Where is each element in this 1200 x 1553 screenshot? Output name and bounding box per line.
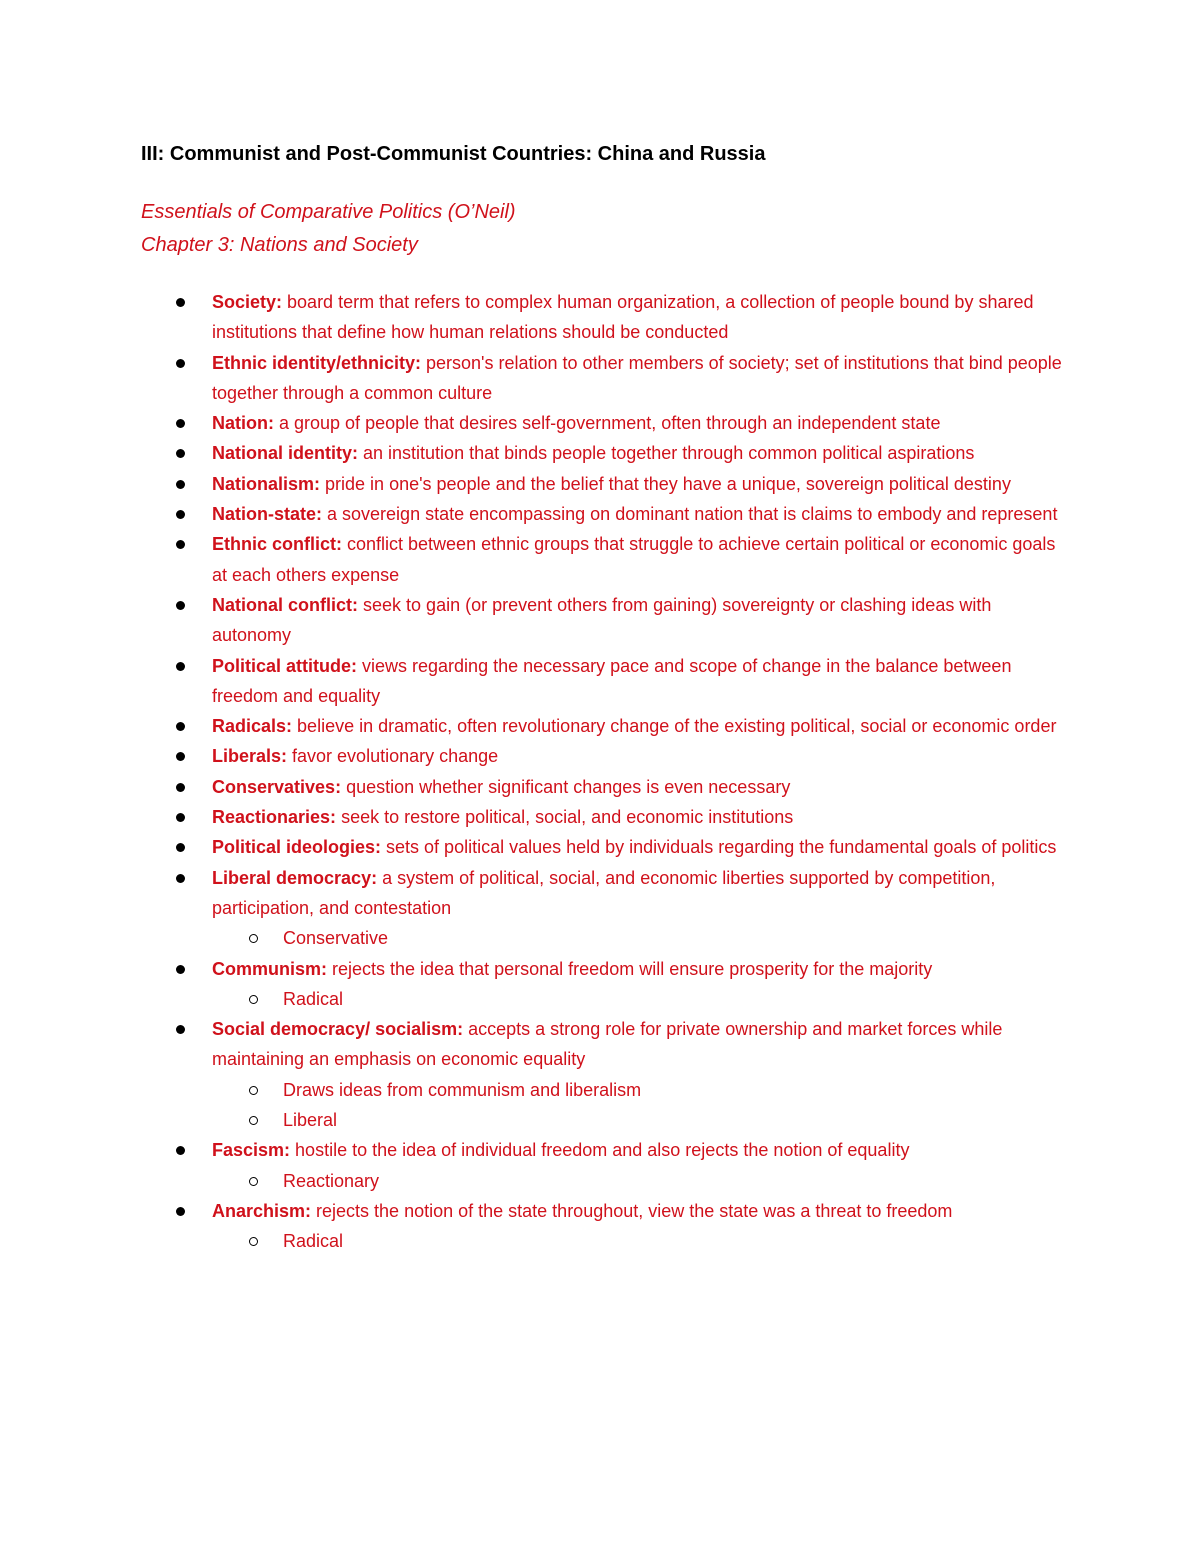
- term-name: Ethnic conflict:: [212, 534, 342, 555]
- bullet-icon: [176, 783, 185, 792]
- term-definition: accepts a strong role for private ownership and market forces while maintaining an emphasis on economic equality: [212, 1019, 1003, 1070]
- term-name: Communism:: [212, 958, 328, 979]
- book-title: Essentials of Comparative Politics (O’Neil): [141, 201, 516, 223]
- bullet-icon: [176, 843, 185, 852]
- subterm-item: [212, 1105, 1072, 1135]
- bullet-icon: [176, 480, 185, 489]
- subterm-item: [212, 1226, 1072, 1256]
- term-item: [0, 711, 1072, 741]
- term-item: [0, 802, 1072, 832]
- chapter-title: Chapter 3: Nations and Society: [141, 234, 418, 256]
- term-definition: person's relation to other members of society; set of institutions that bind people together through a common culture: [212, 352, 1062, 403]
- bullet-icon: [176, 601, 185, 610]
- term-item: [0, 590, 1072, 651]
- term-definition: conflict between ethnic groups that struggle to achieve certain political or economic goals at each others expense: [212, 534, 1056, 585]
- subterm-list: [212, 1226, 1072, 1256]
- term-name: Anarchism:: [212, 1200, 312, 1221]
- bullet-icon: [176, 752, 185, 761]
- term-name: Nationalism:: [212, 473, 321, 494]
- bullet-icon: [176, 359, 185, 368]
- term-name: Fascism:: [212, 1140, 291, 1161]
- term-name: Nation:: [212, 413, 274, 434]
- term-name: National conflict:: [212, 594, 359, 615]
- term-item: [0, 772, 1072, 802]
- term-name: Reactionaries:: [212, 807, 337, 828]
- term-definition: seek to gain (or prevent others from gaining) sovereignty or clashing ideas with autonomy: [212, 594, 992, 646]
- bullet-icon: [176, 540, 185, 549]
- bullet-icon: [176, 874, 185, 883]
- term-name: Society:: [212, 292, 283, 312]
- bullet-icon: [176, 662, 185, 671]
- term-definition: pride in one's people and the belief that they have a unique, sovereign political destiny: [320, 473, 1011, 494]
- term-item: [0, 1135, 1072, 1196]
- subterm-text: Draws ideas from communism and liberalism: [283, 1079, 642, 1100]
- term-item: [0, 469, 1072, 499]
- term-definition: views regarding the necessary pace and scope of change in the balance between freedom and equality: [212, 655, 1012, 706]
- subterm-list: [212, 1075, 1072, 1136]
- subterm-list: [212, 923, 1072, 953]
- subterm-item: [212, 984, 1072, 1014]
- term-definition: board term that refers to complex human organization, a collection of people bound by shared institutions that define how human relations should be conducted: [212, 292, 1034, 343]
- term-item: [0, 741, 1072, 771]
- bullet-icon: [176, 449, 185, 458]
- term-item: [0, 408, 1072, 438]
- hollow-bullet-icon: [249, 1237, 258, 1246]
- term-name: Ethnic identity/ethnicity:: [212, 352, 422, 373]
- term-name: Conservatives:: [212, 776, 342, 797]
- subterm-item: [212, 1075, 1072, 1105]
- term-item: [0, 348, 1072, 409]
- hollow-bullet-icon: [249, 934, 258, 943]
- bullet-icon: [176, 1025, 185, 1034]
- term-definition: an institution that binds people together through common political aspirations: [358, 443, 975, 464]
- term-item: [0, 529, 1072, 590]
- term-item: [0, 287, 1072, 348]
- term-definition: hostile to the idea of individual freedom and also rejects the notion of equality: [290, 1140, 910, 1161]
- term-item: [0, 832, 1072, 862]
- subterm-text: Reactionary: [283, 1170, 380, 1191]
- term-name: Liberals:: [212, 746, 288, 767]
- term-item: [0, 954, 1072, 1015]
- bullet-icon: [176, 510, 185, 519]
- term-name: Political attitude:: [212, 655, 358, 676]
- term-definition: a sovereign state encompassing on dominant nation that is claims to embody and represent: [322, 504, 1058, 525]
- document-title: III: Communist and Post-Communist Countries: China and Russia: [141, 143, 766, 165]
- term-definition: believe in dramatic, often revolutionary change of the existing political, social or economic order: [292, 716, 1057, 737]
- subterm-item: [212, 923, 1072, 953]
- subterm-text: Radical: [283, 1231, 344, 1252]
- hollow-bullet-icon: [249, 1177, 258, 1186]
- terms-list: [0, 287, 1200, 1257]
- subterm-text: Radical: [283, 988, 344, 1009]
- subterm-item: [212, 1166, 1072, 1196]
- term-name: Political ideologies:: [212, 837, 382, 858]
- term-name: Nation-state:: [212, 504, 323, 525]
- term-item: [0, 1014, 1072, 1135]
- term-name: Social democracy/ socialism:: [212, 1019, 464, 1040]
- term-definition: rejects the idea that personal freedom will ensure prosperity for the majority: [327, 958, 933, 979]
- bullet-icon: [176, 419, 185, 428]
- bullet-icon: [176, 1207, 185, 1216]
- term-item: [0, 1196, 1072, 1257]
- term-definition: sets of political values held by individuals regarding the fundamental goals of politics: [381, 837, 1057, 858]
- subterm-list: [212, 1166, 1072, 1196]
- term-definition: question whether significant changes is even necessary: [341, 776, 791, 797]
- hollow-bullet-icon: [249, 1116, 258, 1125]
- term-item: [0, 651, 1072, 712]
- bullet-icon: [176, 965, 185, 974]
- bullet-icon: [176, 813, 185, 822]
- subterm-list: [212, 984, 1072, 1014]
- term-item: [0, 499, 1072, 529]
- term-name: Liberal democracy:: [212, 867, 378, 888]
- bullet-icon: [176, 722, 185, 731]
- term-item: [0, 438, 1072, 468]
- term-definition: rejects the notion of the state throughout, view the state was a threat to freedom: [311, 1200, 953, 1221]
- bullet-icon: [176, 298, 185, 307]
- hollow-bullet-icon: [249, 1086, 258, 1095]
- hollow-bullet-icon: [249, 995, 258, 1004]
- term-definition: a system of political, social, and economic liberties supported by competition, participation, and contestation: [212, 867, 996, 918]
- term-definition: seek to restore political, social, and economic institutions: [336, 807, 794, 828]
- subterm-text: Liberal: [283, 1110, 338, 1131]
- term-name: National identity:: [212, 443, 359, 464]
- bullet-icon: [176, 1146, 185, 1155]
- term-definition: favor evolutionary change: [287, 746, 499, 767]
- subterm-text: Conservative: [283, 928, 389, 949]
- term-item: [0, 863, 1072, 954]
- term-name: Radicals:: [212, 716, 293, 737]
- term-definition: a group of people that desires self-government, often through an independent state: [274, 413, 941, 434]
